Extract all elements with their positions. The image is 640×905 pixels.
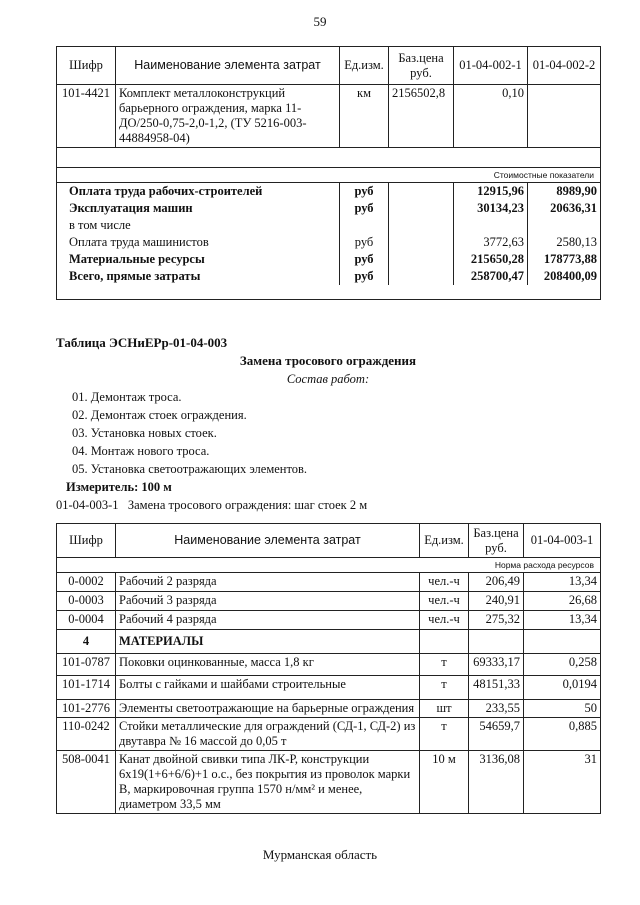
cell-name: Стойки металлические для ограждений (СД-1, СД-2) из двутавра № 16 массой до 0,05 т <box>116 718 420 751</box>
cost-unit: руб <box>340 268 389 285</box>
section-heading: Замена тросового ограждения <box>239 353 417 368</box>
cost-value-2 <box>528 217 601 234</box>
cost-row <box>57 268 601 285</box>
list-item: 04. Монтаж нового троса. <box>72 444 210 458</box>
cost-value-2: 178773,88 <box>528 251 601 268</box>
cost-unit: руб <box>340 200 389 217</box>
cell-code: 101-0787 <box>57 654 116 676</box>
col-header-name: Наименование элемента затрат <box>116 524 420 558</box>
list-item: 02. Демонтаж стоек ограждения. <box>72 408 247 422</box>
cost-unit: руб <box>340 183 389 201</box>
cost-value-1: 12915,96 <box>454 183 528 201</box>
cell-price: 54659,7 <box>469 718 524 751</box>
norm-header-label: Норма расхода ресурсов <box>57 558 601 573</box>
cost-name: в том числе <box>57 217 340 234</box>
cell-norm: 0,885 <box>524 718 601 751</box>
cost-name: Оплата труда машинистов <box>57 234 340 251</box>
cell-code: 101-2776 <box>57 700 116 718</box>
cost-name: Эксплуатация машин <box>57 200 340 217</box>
cell-name: Рабочий 4 разряда <box>116 611 420 630</box>
cost-row <box>57 217 601 234</box>
cell-norm: 13,34 <box>524 573 601 592</box>
resource-table-01-04-003 <box>56 523 601 814</box>
cell-price: 233,55 <box>469 700 524 718</box>
cost-value-2: 8989,90 <box>528 183 601 201</box>
col-header-price: Баз.цена руб. <box>389 47 454 85</box>
cell-unit: т <box>420 718 469 751</box>
work-steps-list <box>56 388 600 478</box>
cost-value-1: 3772,63 <box>454 234 528 251</box>
cell-unit: т <box>420 654 469 676</box>
cell-norm: 13,34 <box>524 611 601 630</box>
cell-price: 240,91 <box>469 592 524 611</box>
cell-norm: 31 <box>524 751 601 814</box>
cost-row <box>57 183 601 201</box>
cost-name: Всего, прямые затраты <box>57 268 340 285</box>
col-header-code: Шифр <box>57 47 116 85</box>
cell-name: Рабочий 2 разряда <box>116 573 420 592</box>
cell-norm: 0,258 <box>524 654 601 676</box>
table-header-row <box>57 47 601 85</box>
cell-norm: 26,68 <box>524 592 601 611</box>
cell-price: 69333,17 <box>469 654 524 676</box>
table-row <box>57 676 601 700</box>
list-item: 03. Установка новых стоек. <box>72 426 217 440</box>
table-row <box>57 85 601 148</box>
materials-code: 4 <box>57 630 116 654</box>
cell-code: 0-0003 <box>57 592 116 611</box>
col-header-unit: Ед.изм. <box>420 524 469 558</box>
cost-value-2: 20636,31 <box>528 200 601 217</box>
page-number: 59 <box>313 14 327 29</box>
cell-code: 508-0041 <box>57 751 116 814</box>
table-row <box>57 718 601 751</box>
cost-value-1: 30134,23 <box>454 200 528 217</box>
cell-price: 206,49 <box>469 573 524 592</box>
col-header-code: Шифр <box>57 524 116 558</box>
table-row <box>57 700 601 718</box>
table-row <box>57 751 601 814</box>
cost-value-1: 258700,47 <box>454 268 528 285</box>
table-row <box>57 611 601 630</box>
cost-table-01-04-002 <box>56 46 601 300</box>
cost-unit <box>340 217 389 234</box>
materials-label: МАТЕРИАЛЫ <box>116 630 420 654</box>
col-header-price: Баз.цена руб. <box>469 524 524 558</box>
footer-region: Мурманская область <box>262 847 378 862</box>
cell-price: 48151,33 <box>469 676 524 700</box>
cell-unit: чел.-ч <box>420 611 469 630</box>
cell-name: Комплект металлоконструкций барьерного ограждения, марка 11-ДО/250-0,75-2,0-1,2, (ТУ 5216-003-44884958-04) <box>116 85 340 148</box>
table-title: Таблица ЭСНиЕРр-01-04-003 <box>56 335 228 350</box>
cell-price: 275,32 <box>469 611 524 630</box>
table-row <box>57 654 601 676</box>
cell-price: 2156502,8 <box>389 85 454 148</box>
cell-unit: чел.-ч <box>420 573 469 592</box>
cell-norm-1: 0,10 <box>454 85 528 148</box>
col-header-norm: 01-04-003-1 <box>524 524 601 558</box>
table-header-row <box>57 524 601 558</box>
cell-name: Поковки оцинкованные, масса 1,8 кг <box>116 654 420 676</box>
cost-header-label: Стоимостные показатели <box>57 168 601 183</box>
cell-unit: км <box>340 85 389 148</box>
cost-section-header <box>57 168 601 183</box>
cell-price: 3136,08 <box>469 751 524 814</box>
section-subheading: Состав работ: <box>286 372 370 386</box>
cell-unit: шт <box>420 700 469 718</box>
cell-code: 0-0002 <box>57 573 116 592</box>
col-header-name: Наименование элемента затрат <box>116 47 340 85</box>
list-item: 01. Демонтаж троса. <box>72 390 182 404</box>
cell-name: Элементы светоотражающие на барьерные ограждения <box>116 700 420 718</box>
cell-unit: чел.-ч <box>420 592 469 611</box>
norm-section-header <box>57 558 601 573</box>
cell-name: Канат двойной свивки типа ЛК-Р, конструкции 6x19(1+6+6/6)+1 о.с., без покрытия из проволок марки В, маркировочная группа 1570 н/мм² и менее, диаметром 33,5 мм <box>116 751 420 814</box>
cost-value-1: 215650,28 <box>454 251 528 268</box>
cost-name: Оплата труда рабочих-строителей <box>57 183 340 201</box>
cost-unit: руб <box>340 234 389 251</box>
materials-section-row <box>57 630 601 654</box>
col-header-unit: Ед.изм. <box>340 47 389 85</box>
cell-norm-2 <box>528 85 601 148</box>
cell-name: Болты с гайками и шайбами строительные <box>116 676 420 700</box>
list-item: 05. Установка светоотражающих элементов. <box>72 462 308 476</box>
cost-unit: руб <box>340 251 389 268</box>
cell-name: Рабочий 3 разряда <box>116 592 420 611</box>
col-header-norm-2: 01-04-002-2 <box>528 47 601 85</box>
cell-code: 101-1714 <box>57 676 116 700</box>
section-block <box>56 334 600 514</box>
cell-unit: т <box>420 676 469 700</box>
cost-row <box>57 200 601 217</box>
cost-value-2: 2580,13 <box>528 234 601 251</box>
cell-norm: 0,0194 <box>524 676 601 700</box>
cell-norm: 50 <box>524 700 601 718</box>
cost-value-2: 208400,09 <box>528 268 601 285</box>
cell-code: 0-0004 <box>57 611 116 630</box>
variant-label: 01-04-003-1 Замена тросового ограждения: шаг стоек 2 м <box>56 498 368 512</box>
table-row <box>57 592 601 611</box>
cell-unit: 10 м <box>420 751 469 814</box>
meter-label: Измеритель: 100 м <box>66 480 172 494</box>
cost-name: Материальные ресурсы <box>57 251 340 268</box>
cost-row <box>57 251 601 268</box>
cell-code: 110-0242 <box>57 718 116 751</box>
table-row <box>57 573 601 592</box>
cost-row <box>57 234 601 251</box>
cell-code: 101-4421 <box>57 85 116 148</box>
col-header-norm-1: 01-04-002-1 <box>454 47 528 85</box>
cost-value-1 <box>454 217 528 234</box>
